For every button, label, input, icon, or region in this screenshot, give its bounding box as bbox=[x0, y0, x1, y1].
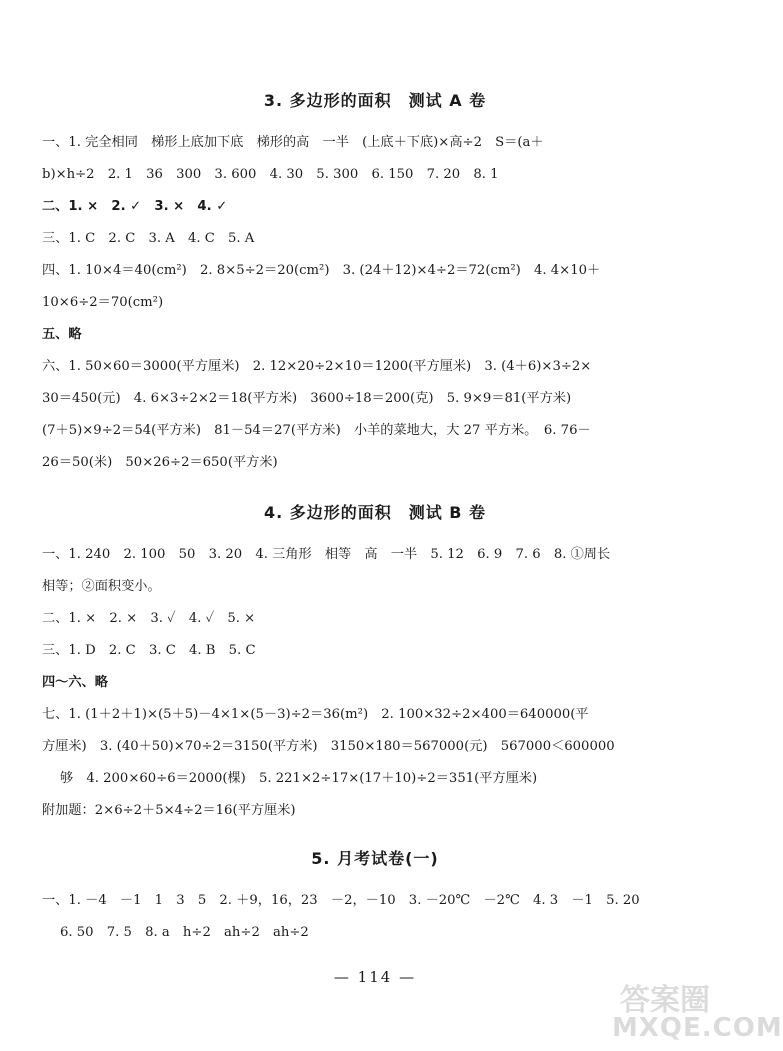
section-b-line-8: 够 4. 200×60÷6＝2000(棵) 5. 221×2÷17×(17＋10)÷2＝351(平方厘米) bbox=[60, 771, 538, 786]
section-a-line-5: 四、1. 10×4＝40(cm²) 2. 8×5÷2＝20(cm²) 3. (24＋12)×4÷2＝72(cm²) 4. 4×10＋ bbox=[42, 263, 601, 278]
section-b-line-4: 三、1. D 2. C 3. C 4. B 5. C bbox=[42, 643, 256, 658]
section-a-line-6: 10×6÷2＝70(cm²) bbox=[42, 295, 164, 310]
section-b-line-2: 相等；②面积变小。 bbox=[42, 579, 161, 594]
watermark-text-2: MXQE.COM bbox=[612, 1013, 783, 1043]
section-b-line-9: 附加题：2×6÷2＋5×4÷2＝16(平方厘米) bbox=[42, 803, 296, 818]
watermark-text-1: 答案圈 bbox=[620, 983, 710, 1018]
section-a-line-7: 五、略 bbox=[42, 327, 82, 342]
watermark-logo bbox=[612, 975, 783, 1045]
section-a-line-10: (7＋5)×9÷2＝54(平方米) 81－54＝27(平方米) 小羊的菜地大，大 27 平方米。 6. 76－ bbox=[42, 423, 591, 438]
section-a-line-1: 一、1. 完全相同 梯形上底加下底 梯形的高 一半 (上底＋下底)×高÷2 S＝(a＋ bbox=[42, 135, 544, 150]
section-b-line-1: 一、1. 240 2. 100 50 3. 20 4. 三角形 相等 高 一半 5. 12 6. 9 7. 6 8. ①周长 bbox=[42, 547, 611, 562]
section-a-line-2: b)×h÷2 2. 1 36 300 3. 600 4. 30 5. 300 6. 150 7. 20 8. 1 bbox=[42, 167, 499, 182]
section-a-line-4: 三、1. C 2. C 3. A 4. C 5. A bbox=[42, 231, 255, 246]
section-b-line-3: 二、1. × 2. × 3. ✓ 4. ✓ 5. × bbox=[42, 611, 256, 626]
section-b-line-7: 方厘米) 3. (40＋50)×70÷2＝3150(平方米) 3150×180＝567000(元) 567000＜600000 bbox=[42, 739, 615, 754]
section-a-line-9: 30＝450(元) 4. 6×3÷2×2＝18(平方米) 3600÷18＝200(克) 5. 9×9＝81(平方米) bbox=[42, 391, 572, 406]
section-c-line-1: 一、1. －4 －1 1 3 5 2. ＋9，16，23 －2，－10 3. －20℃ －2℃ 4. 3 －1 5. 20 bbox=[42, 893, 640, 908]
section-b-line-6: 七、1. (1＋2＋1)×(5＋5)－4×1×(5－3)÷2＝36(m²) 2. 100×32÷2×400＝640000(平 bbox=[42, 707, 589, 722]
section-c-line-2: 6. 50 7. 5 8. a h÷2 ah÷2 ah÷2 bbox=[60, 925, 309, 940]
section-title-b: 4. 多边形的面积 测试 B 卷 bbox=[263, 503, 487, 522]
section-a-line-11: 26＝50(米) 50×26÷2＝650(平方米) bbox=[42, 455, 278, 470]
section-b-line-5: 四～六、略 bbox=[42, 675, 108, 690]
page-number: — 114 — bbox=[333, 968, 417, 986]
section-title-c: 5. 月考试卷(一) bbox=[311, 849, 439, 868]
section-title-a: 3. 多边形的面积 测试 A 卷 bbox=[263, 91, 487, 110]
section-a-line-3: 二、1. × 2. ✓ 3. × 4. ✓ bbox=[42, 199, 228, 214]
section-a-line-8: 六、1. 50×60＝3000(平方厘米) 2. 12×20÷2×10＝1200(平方厘米) 3. (4＋6)×3÷2× bbox=[42, 359, 592, 374]
